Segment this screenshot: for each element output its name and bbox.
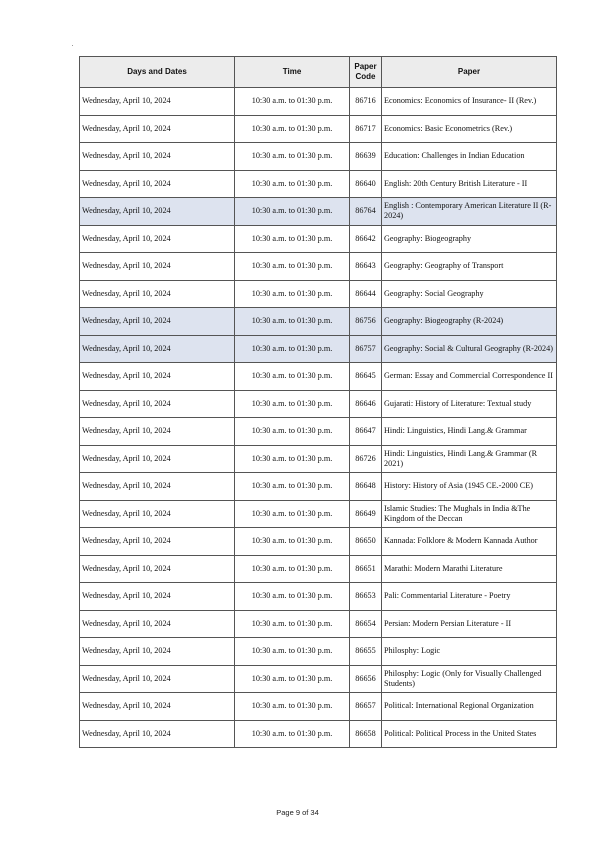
cell-time: 10:30 a.m. to 01:30 p.m. <box>235 115 350 143</box>
cell-date: Wednesday, April 10, 2024 <box>80 115 235 143</box>
cell-paper-code: 86716 <box>350 88 382 116</box>
cell-time: 10:30 a.m. to 01:30 p.m. <box>235 528 350 556</box>
cell-time: 10:30 a.m. to 01:30 p.m. <box>235 473 350 501</box>
table-row <box>80 390 557 418</box>
cell-time: 10:30 a.m. to 01:30 p.m. <box>235 445 350 473</box>
cell-paper: English: 20th Century British Literature - II <box>382 170 557 198</box>
cell-paper-code: 86656 <box>350 665 382 693</box>
cell-paper-code: 86655 <box>350 638 382 666</box>
cell-date: Wednesday, April 10, 2024 <box>80 363 235 391</box>
cell-paper: Geography: Social & Cultural Geography (R-2024) <box>382 335 557 363</box>
scan-speck <box>72 45 73 46</box>
cell-paper: Persian: Modern Persian Literature - II <box>382 610 557 638</box>
cell-time: 10:30 a.m. to 01:30 p.m. <box>235 693 350 721</box>
cell-date: Wednesday, April 10, 2024 <box>80 445 235 473</box>
cell-time: 10:30 a.m. to 01:30 p.m. <box>235 665 350 693</box>
table-row <box>80 445 557 473</box>
table-row <box>80 253 557 281</box>
cell-date: Wednesday, April 10, 2024 <box>80 225 235 253</box>
cell-paper: Economics: Basic Econometrics (Rev.) <box>382 115 557 143</box>
cell-paper: German: Essay and Commercial Correspondence II <box>382 363 557 391</box>
table-row <box>80 500 557 528</box>
cell-time: 10:30 a.m. to 01:30 p.m. <box>235 638 350 666</box>
cell-date: Wednesday, April 10, 2024 <box>80 693 235 721</box>
cell-paper-code: 86642 <box>350 225 382 253</box>
cell-date: Wednesday, April 10, 2024 <box>80 390 235 418</box>
cell-paper-code: 86649 <box>350 500 382 528</box>
cell-paper: Geography: Geography of Transport <box>382 253 557 281</box>
cell-paper-code: 86651 <box>350 555 382 583</box>
table-row <box>80 638 557 666</box>
cell-paper: Hindi: Linguistics, Hindi Lang.& Grammar <box>382 418 557 446</box>
cell-paper: Geography: Biogeography <box>382 225 557 253</box>
cell-paper: Education: Challenges in Indian Education <box>382 143 557 171</box>
header-paper: Paper <box>382 57 557 88</box>
table-row <box>80 418 557 446</box>
cell-date: Wednesday, April 10, 2024 <box>80 170 235 198</box>
cell-paper-code: 86650 <box>350 528 382 556</box>
cell-paper-code: 86654 <box>350 610 382 638</box>
cell-date: Wednesday, April 10, 2024 <box>80 720 235 748</box>
cell-date: Wednesday, April 10, 2024 <box>80 198 235 226</box>
cell-date: Wednesday, April 10, 2024 <box>80 253 235 281</box>
cell-paper-code: 86757 <box>350 335 382 363</box>
table-row <box>80 170 557 198</box>
cell-date: Wednesday, April 10, 2024 <box>80 528 235 556</box>
table-row <box>80 363 557 391</box>
cell-time: 10:30 a.m. to 01:30 p.m. <box>235 390 350 418</box>
cell-time: 10:30 a.m. to 01:30 p.m. <box>235 225 350 253</box>
cell-time: 10:30 a.m. to 01:30 p.m. <box>235 198 350 226</box>
cell-time: 10:30 a.m. to 01:30 p.m. <box>235 143 350 171</box>
cell-paper: Kannada: Folklore & Modern Kannada Author <box>382 528 557 556</box>
cell-paper-code: 86658 <box>350 720 382 748</box>
table-row <box>80 555 557 583</box>
cell-paper-code: 86645 <box>350 363 382 391</box>
table-row <box>80 225 557 253</box>
cell-paper: History: History of Asia (1945 CE.-2000 CE) <box>382 473 557 501</box>
header-time: Time <box>235 57 350 88</box>
cell-date: Wednesday, April 10, 2024 <box>80 610 235 638</box>
table-row <box>80 473 557 501</box>
cell-date: Wednesday, April 10, 2024 <box>80 418 235 446</box>
cell-paper: Hindi: Linguistics, Hindi Lang.& Grammar (R 2021) <box>382 445 557 473</box>
table-row <box>80 720 557 748</box>
cell-paper-code: 86643 <box>350 253 382 281</box>
cell-paper-code: 86657 <box>350 693 382 721</box>
header-days-and-dates: Days and Dates <box>80 57 235 88</box>
cell-time: 10:30 a.m. to 01:30 p.m. <box>235 418 350 446</box>
cell-paper: Philosphy: Logic <box>382 638 557 666</box>
cell-paper-code: 86756 <box>350 308 382 336</box>
table-row <box>80 198 557 226</box>
cell-paper: Islamic Studies: The Mughals in India &The Kingdom of the Deccan <box>382 500 557 528</box>
cell-date: Wednesday, April 10, 2024 <box>80 308 235 336</box>
table-row <box>80 610 557 638</box>
table-row <box>80 528 557 556</box>
cell-paper: Political: International Regional Organization <box>382 693 557 721</box>
cell-time: 10:30 a.m. to 01:30 p.m. <box>235 308 350 336</box>
cell-date: Wednesday, April 10, 2024 <box>80 88 235 116</box>
cell-paper: English : Contemporary American Literature II (R-2024) <box>382 198 557 226</box>
cell-date: Wednesday, April 10, 2024 <box>80 500 235 528</box>
cell-time: 10:30 a.m. to 01:30 p.m. <box>235 170 350 198</box>
page-number: Page 9 of 34 <box>276 808 319 817</box>
cell-date: Wednesday, April 10, 2024 <box>80 555 235 583</box>
cell-date: Wednesday, April 10, 2024 <box>80 665 235 693</box>
table-header-row <box>80 57 557 88</box>
cell-paper: Geography: Social Geography <box>382 280 557 308</box>
table-row <box>80 583 557 611</box>
cell-paper-code: 86726 <box>350 445 382 473</box>
table-row <box>80 665 557 693</box>
cell-paper-code: 86646 <box>350 390 382 418</box>
cell-time: 10:30 a.m. to 01:30 p.m. <box>235 555 350 583</box>
cell-time: 10:30 a.m. to 01:30 p.m. <box>235 253 350 281</box>
cell-paper: Economics: Economics of Insurance- II (Rev.) <box>382 88 557 116</box>
cell-date: Wednesday, April 10, 2024 <box>80 473 235 501</box>
cell-paper: Political: Political Process in the United States <box>382 720 557 748</box>
cell-time: 10:30 a.m. to 01:30 p.m. <box>235 280 350 308</box>
table-row <box>80 693 557 721</box>
table-row <box>80 308 557 336</box>
table-row <box>80 335 557 363</box>
table-row <box>80 88 557 116</box>
cell-date: Wednesday, April 10, 2024 <box>80 143 235 171</box>
table-row <box>80 115 557 143</box>
cell-paper-code: 86717 <box>350 115 382 143</box>
cell-time: 10:30 a.m. to 01:30 p.m. <box>235 88 350 116</box>
table-row <box>80 280 557 308</box>
cell-time: 10:30 a.m. to 01:30 p.m. <box>235 335 350 363</box>
cell-date: Wednesday, April 10, 2024 <box>80 638 235 666</box>
cell-paper: Gujarati: History of Literature: Textual study <box>382 390 557 418</box>
header-paper-code: Paper Code <box>350 57 382 88</box>
cell-paper-code: 86653 <box>350 583 382 611</box>
cell-date: Wednesday, April 10, 2024 <box>80 335 235 363</box>
cell-time: 10:30 a.m. to 01:30 p.m. <box>235 363 350 391</box>
table-body <box>80 88 557 748</box>
cell-time: 10:30 a.m. to 01:30 p.m. <box>235 610 350 638</box>
cell-paper: Marathi: Modern Marathi Literature <box>382 555 557 583</box>
cell-paper: Philosphy: Logic (Only for Visually Challenged Students) <box>382 665 557 693</box>
cell-time: 10:30 a.m. to 01:30 p.m. <box>235 583 350 611</box>
exam-schedule-table <box>79 56 557 748</box>
cell-paper-code: 86640 <box>350 170 382 198</box>
cell-date: Wednesday, April 10, 2024 <box>80 280 235 308</box>
table-row <box>80 143 557 171</box>
cell-date: Wednesday, April 10, 2024 <box>80 583 235 611</box>
cell-paper-code: 86644 <box>350 280 382 308</box>
cell-paper: Geography: Biogeography (R-2024) <box>382 308 557 336</box>
cell-paper-code: 86639 <box>350 143 382 171</box>
cell-time: 10:30 a.m. to 01:30 p.m. <box>235 500 350 528</box>
cell-paper-code: 86764 <box>350 198 382 226</box>
cell-paper-code: 86647 <box>350 418 382 446</box>
cell-paper-code: 86648 <box>350 473 382 501</box>
cell-paper: Pali: Commentarial Literature - Poetry <box>382 583 557 611</box>
cell-time: 10:30 a.m. to 01:30 p.m. <box>235 720 350 748</box>
